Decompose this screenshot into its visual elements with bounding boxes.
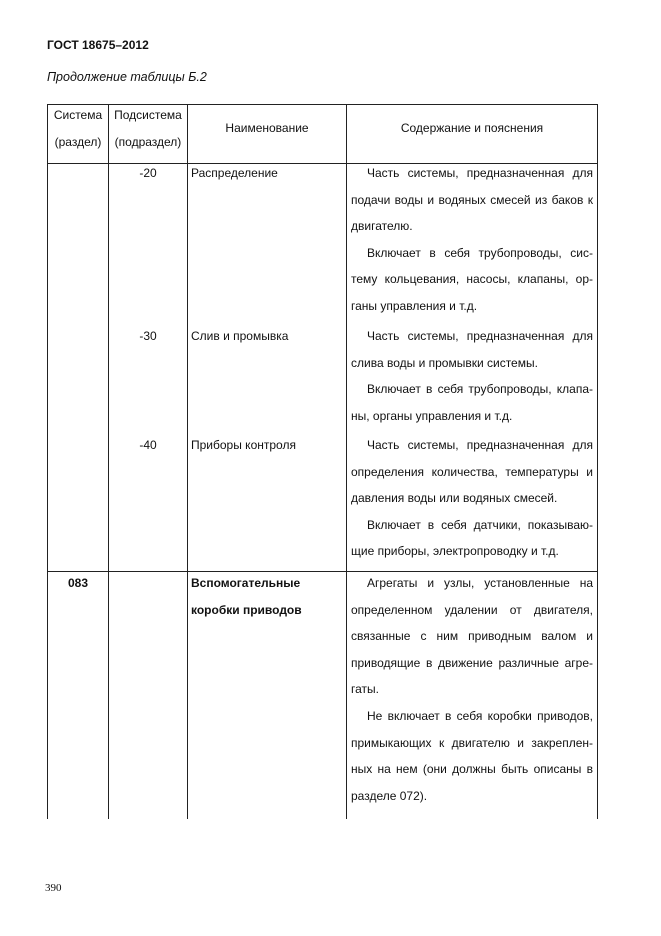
content-line: ны, органы управления и т.д. — [351, 408, 513, 423]
row-divider-083 — [47, 571, 597, 572]
header-bottom-border — [47, 163, 597, 164]
col-border-1 — [108, 104, 109, 819]
row-content-20 — [351, 165, 593, 325]
row-name-30 — [191, 328, 288, 355]
row-content-30 — [351, 328, 593, 434]
header-subsystem-line1: Подсистема — [114, 108, 182, 122]
name-line: Вспомогательные — [191, 576, 301, 590]
row-subsystem-40: -40 — [139, 438, 157, 452]
content-line: Агрегаты и узлы, установленные на — [367, 576, 593, 590]
content-line: Включает в себя датчики, показываю- — [367, 517, 593, 532]
col-border-left — [47, 104, 48, 819]
row-content-40 — [351, 437, 593, 570]
content-line: разделе 072). — [351, 788, 428, 803]
content-line: слива воды и промывки системы. — [351, 355, 538, 370]
header-name: Наименование — [225, 121, 309, 135]
content-line: щие приборы, электропроводку и т.д. — [351, 544, 559, 559]
content-line: приводящие в движение различные агре- — [351, 655, 593, 670]
content-line: тему кольцевания, насосы, клапаны, ор- — [351, 272, 593, 287]
row-name-083 — [191, 575, 302, 629]
content-line: ганы управления и т.д. — [351, 298, 478, 313]
name-line: Слив и промывка — [191, 329, 289, 343]
content-line: подачи воды и водяных смесей из баков к — [351, 192, 593, 207]
content-line: определенном удалении от двигателя, — [351, 602, 593, 617]
row-subsystem-20: -20 — [139, 166, 157, 180]
page-number: 390 — [45, 882, 62, 894]
header-content: Содержание и пояснения — [400, 121, 544, 135]
content-line: связанные с ним приводным валом и — [351, 629, 593, 644]
row-subsystem-30: -30 — [139, 329, 157, 343]
row-name-20 — [191, 165, 278, 192]
content-line: примыкающих к двигателю и закреплен- — [351, 735, 593, 750]
content-line: двигателю. — [351, 219, 413, 234]
content-line: давления воды или водяных смесей. — [351, 491, 558, 506]
content-line: ных на нем (они должны быть описаны в — [351, 762, 593, 777]
content-line: Часть системы, предназначенная для — [367, 329, 593, 343]
content-line: определения количества, температуры и — [351, 464, 593, 479]
header-system-line2: (раздел) — [54, 135, 102, 149]
col-border-right — [597, 104, 598, 819]
content-line: Не включает в себя коробки приводов, — [367, 708, 593, 723]
name-line: Распределение — [191, 166, 278, 180]
row-name-40 — [191, 437, 296, 464]
content-line: Часть системы, предназначенная для — [367, 166, 593, 180]
table-continuation-caption: Продолжение таблицы Б.2 — [47, 70, 207, 84]
header-subsystem-line2: (подраздел) — [114, 135, 182, 149]
col-border-2 — [187, 104, 188, 819]
name-line: коробки приводов — [191, 603, 302, 617]
document-header: ГОСТ 18675–2012 — [47, 38, 149, 52]
table-top-border — [47, 104, 597, 105]
name-line: Приборы контроля — [191, 438, 296, 452]
row-content-083 — [351, 575, 593, 814]
content-line: Включает в себя трубопроводы, сис- — [367, 245, 593, 260]
header-system-line1: Система — [53, 108, 103, 122]
row-system-083: 083 — [67, 576, 89, 590]
content-line: Часть системы, предназначенная для — [367, 438, 593, 452]
col-border-3 — [346, 104, 347, 819]
content-line: Включает в себя трубопроводы, клапа- — [367, 382, 593, 397]
content-line: гаты. — [351, 682, 379, 697]
